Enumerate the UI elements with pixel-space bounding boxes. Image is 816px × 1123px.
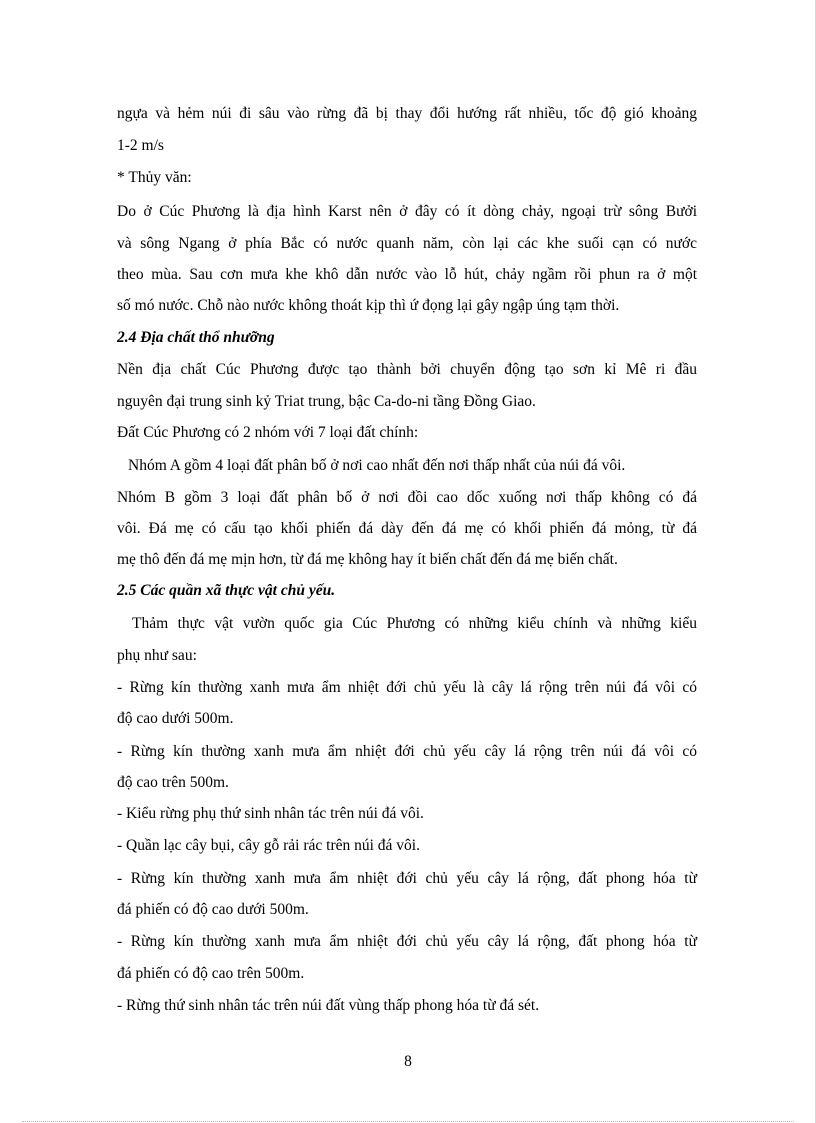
paragraph-line: Đất Cúc Phương có 2 nhóm với 7 loại đất chính: (117, 424, 419, 441)
paragraph-line: mẹ thô đến đá mẹ mịn hơn, từ đá mẹ không hay ít biến chất đến đá mẹ biến chất. (117, 551, 618, 568)
list-item-continuation: độ cao trên 500m. (117, 774, 229, 791)
paragraph-line: số mó nước. Chỗ nào nước không thoát kịp thì ứ đọng lại gây ngập úng tạm thời. (117, 297, 620, 314)
list-item-continuation: độ cao dưới 500m. (117, 710, 234, 727)
paragraph-line: phụ như sau: (117, 647, 197, 664)
list-item: - Kiểu rừng phụ thứ sinh nhân tác trên núi đá vôi. (117, 805, 424, 822)
paragraph-line: 1-2 m/s (117, 137, 164, 154)
subheading-thuy-van: * Thủy văn: (117, 169, 192, 186)
paragraph-line: vôi. Đá mẹ có cấu tạo khối phiến đá dày đến đá mẹ có khối phiến đá mỏng, từ đá (117, 520, 697, 537)
section-heading-2-5: 2.5 Các quần xã thực vật chủ yếu. (117, 582, 336, 599)
paragraph-line: Nhóm B gồm 3 loại đất phân bố ở nơi đồi cao dốc xuống nơi thấp không có đá (117, 489, 697, 506)
list-item: - Rừng kín thường xanh mưa ẩm nhiệt đới chủ yếu cây lá rộng trên núi đá vôi có (117, 743, 697, 760)
page-number: 8 (404, 1053, 412, 1070)
list-item: - Rừng kín thường xanh mưa ẩm nhiệt đới chủ yếu cây lá rộng, đất phong hóa từ (117, 933, 697, 950)
paragraph-line: Thảm thực vật vườn quốc gia Cúc Phương có những kiểu chính và những kiểu (132, 615, 697, 632)
page-bottom-border (22, 1121, 794, 1122)
list-item: - Rừng kín thường xanh mưa ẩm nhiệt đới chủ yếu là cây lá rộng trên núi đá vôi có (117, 679, 697, 696)
paragraph-line: Do ở Cúc Phương là địa hình Karst nên ở đây có ít dòng chảy, ngoại trừ sông Bưởi (117, 203, 697, 220)
list-item: - Rừng kín thường xanh mưa ẩm nhiệt đới chủ yếu cây lá rộng, đất phong hóa từ (117, 870, 697, 887)
paragraph-line: nguyên đại trung sinh kỷ Triat trung, bậc Ca-do-ni tầng Đồng Giao. (117, 393, 536, 410)
paragraph-line: Nền địa chất Cúc Phương được tạo thành bởi chuyển động tạo sơn kỉ Mê ri đầu (117, 361, 697, 378)
list-item: - Quần lạc cây bụi, cây gỗ rải rác trên núi đá vôi. (117, 837, 420, 854)
paragraph-line: Nhóm A gồm 4 loại đất phân bố ở nơi cao nhất đến nơi thấp nhất của núi đá vôi. (128, 457, 626, 474)
section-heading-2-4: 2.4 Địa chất thổ nhưỡng (117, 329, 275, 346)
list-item-continuation: đá phiến có độ cao dưới 500m. (117, 901, 309, 918)
list-item: - Rừng thứ sinh nhân tác trên núi đất vùng thấp phong hóa từ đá sét. (117, 997, 540, 1014)
paragraph-line: theo mùa. Sau cơn mưa khe khô dẫn nước vào lỗ hút, chảy ngầm rồi phun ra ở một (117, 266, 697, 283)
paragraph-line: ngựa và hẻm núi đi sâu vào rừng đã bị thay đổi hướng rất nhiều, tốc độ gió khoảng (117, 105, 697, 122)
list-item-continuation: đá phiến có độ cao trên 500m. (117, 965, 305, 982)
paragraph-line: và sông Ngang ở phía Bắc có nước quanh năm, còn lại các khe suối cạn có nước (117, 235, 697, 252)
